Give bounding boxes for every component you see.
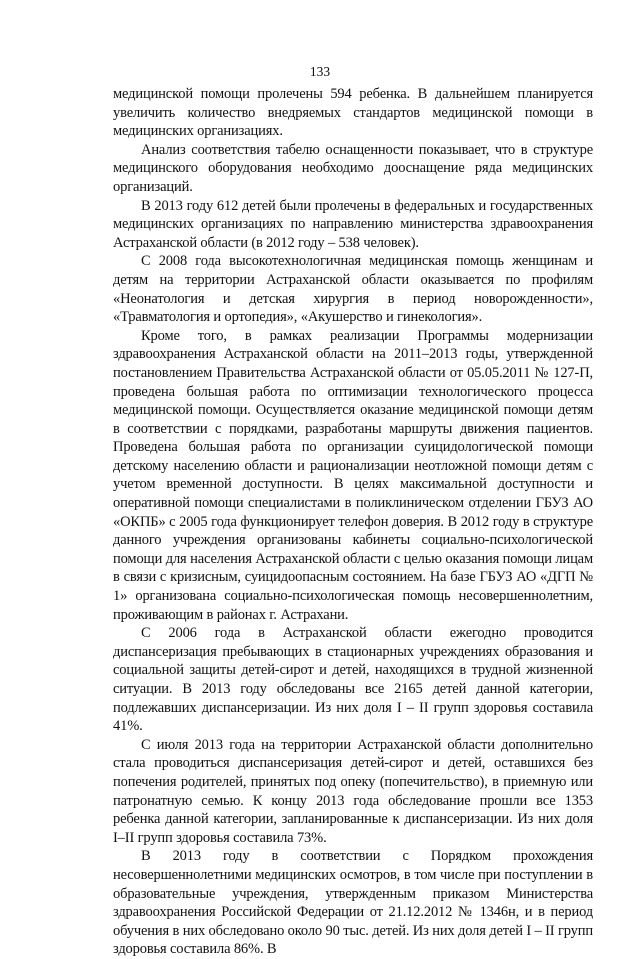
paragraph: С 2006 года в Астраханской области ежегодно проводится диспансеризация пребывающих в стационарных учреждениях образования и социальной защиты детей-сирот и детей, находящихся в трудной жизненной ситуации. В 2013 году обследованы все 2165 детей данной категории, подлежавших диспансеризации. Из них доля I – II групп здоровья составила 41%.	[113, 625, 593, 735]
paragraph: Анализ соответствия табелю оснащенности показывает, что в структуре медицинского оборудования необходимо дооснащение ряда медицинских организаций.	[113, 141, 593, 195]
paragraph: С июля 2013 года на территории Астраханской области дополнительно стала проводиться диспансеризация детей-сирот и детей, оставшихся без попечения родителей, принятых под опеку (попечительство), в приемную или патронатную семью. К концу 2013 года обследование прошли все 1353 ребенка данной категории, запланированные к диспансеризации. Из них доля I–II групп здоровья составила 73%.	[113, 736, 593, 846]
paragraph: Кроме того, в рамках реализации Программы модернизации здравоохранения Астраханской области на 2011–2013 годы, утвержденной постановлением Правительства Астраханской области от 05.05.2011 № 127-П, проведена большая работа по оптимизации технологического процесса медицинской помощи. Осуществляется оказание медицинской помощи детям в соответствии с порядками, разработаны маршруты движения пациентов. Проведена большая работа по организации суицидологической помощи детскому населению области и рационализации неотложной помощи детям с учетом временной доступности. В целях максимальной доступности и оперативной помощи специалистами в поликлиническом отделении ГБУЗ АО «ОКПБ» с 2005 года функционирует телефон доверия. В 2012 году в структуре данного учреждения организованы кабинеты социально-психологической помощи для населения Астраханской области с целью оказания помощи лицам в связи с кризисным, суицидоопасным состоянием. На базе ГБУЗ АО «ДГП № 1» организована социально-психологическая помощь несовершеннолетним, проживающим в районах г. Астрахани.	[113, 327, 593, 623]
paragraph: В 2013 году в соответствии с Порядком прохождения несовершеннолетними медицинских осмотров, в том числе при поступлении в образовательные учреждения, утвержденным приказом Министерства здравоохранения Российской Федерации от 21.12.2012 № 1346н, и в период обучения в них обследовано около 90 тыс. детей. Из них доля детей I – II групп здоровья составила 86%. В	[113, 848, 593, 958]
page-body	[113, 85, 593, 959]
paragraph: В 2013 году 612 детей были пролечены в федеральных и государственных медицинских организациях по направлению министерства здравоохранения Астраханской области (в 2012 году – 538 человек).	[113, 197, 593, 251]
page-number: 133	[309, 64, 331, 79]
paragraph: С 2008 года высокотехнологичная медицинская помощь женщинам и детям на территории Астраханской области оказывается по профилям «Неонатология и детская хирургия в период новорожденности», «Травматология и ортопедия», «Акушерство и гинекология».	[113, 253, 593, 326]
paragraph: медицинской помощи пролечены 594 ребенка. В дальнейшем планируется увеличить количество внедряемых стандартов медицинской помощи в медицинских организациях.	[113, 86, 593, 140]
